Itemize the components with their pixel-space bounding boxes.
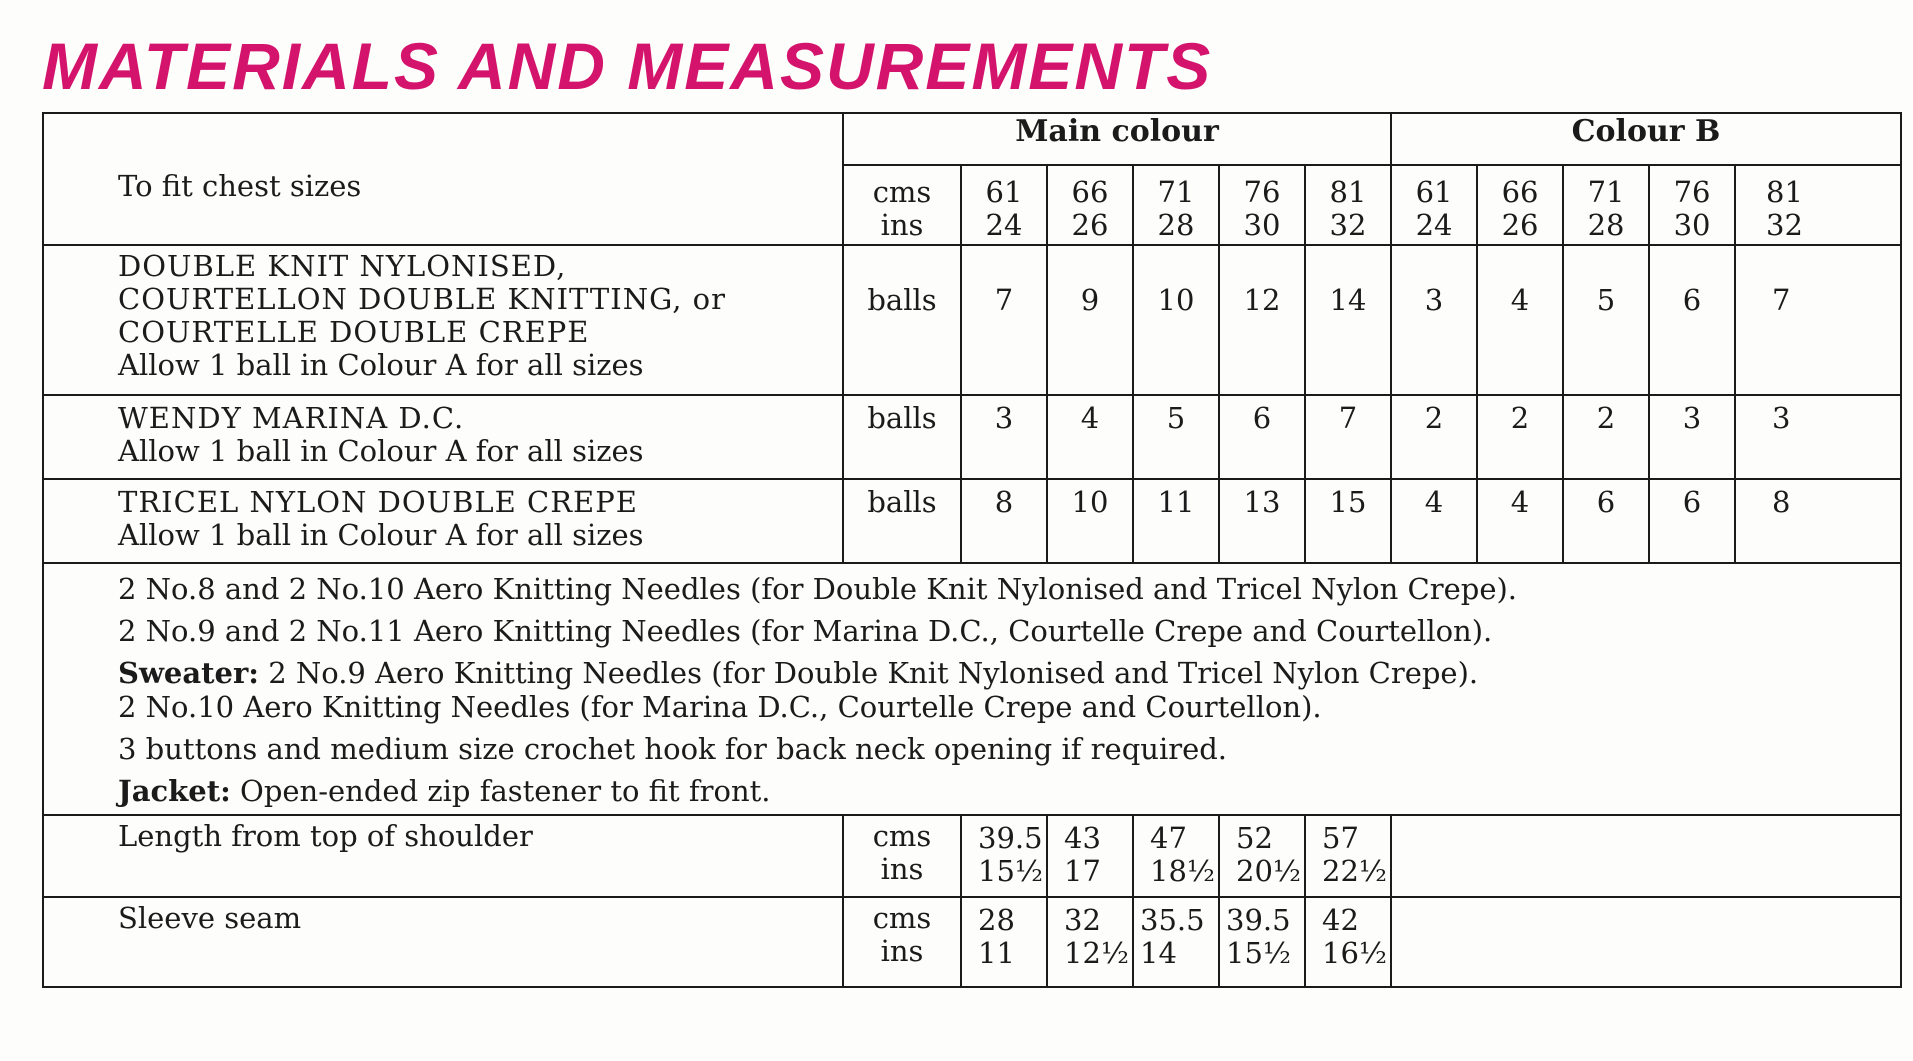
note-line: 2 No.8 and 2 No.10 Aero Knitting Needles (for Double Knit Nylonised and Tricel Nylon Crepe). (118, 572, 1518, 606)
balls-cell: 9 (1047, 245, 1133, 395)
note-line: Jacket: Open-ended zip fastener to fit front. (118, 774, 771, 808)
length-units: cms ins (843, 815, 961, 897)
note-line: 2 No.10 Aero Knitting Needles (for Marina D.C., Courtelle Crepe and Courtellon). (118, 690, 1322, 724)
length-cell: 52 20½ (1219, 815, 1305, 897)
yarn-row (43, 479, 1901, 563)
balls-cell: 4 (1477, 479, 1563, 563)
page-title: MATERIALS AND MEASUREMENTS (42, 29, 1213, 103)
balls-cell: 10 (1047, 479, 1133, 563)
length-cell: 47 18½ (1133, 815, 1219, 897)
balls-cell: 4 (1391, 479, 1477, 563)
materials-table (42, 112, 1902, 988)
needles-notes (43, 563, 1901, 815)
balls-cell: 6 (1563, 479, 1649, 563)
yarn-label: TRICEL NYLON DOUBLE CREPE Allow 1 ball in Colour A for all sizes (43, 479, 843, 563)
chest-size-cell: 66 26 (1047, 165, 1133, 245)
unit-cell: balls (843, 395, 961, 479)
sleeve-row (43, 897, 1901, 987)
balls-cell: 7 (961, 245, 1047, 395)
balls-cell: 13 (1219, 479, 1305, 563)
note-line: Sweater: 2 No.9 Aero Knitting Needles (for Double Knit Nylonised and Tricel Nylon Crepe). (118, 656, 1479, 690)
balls-cell: 7 (1735, 245, 1901, 395)
length-cell: 57 22½ (1305, 815, 1391, 897)
sleeve-cell: 39.5 15½ (1219, 897, 1305, 987)
unit-cell: balls (843, 479, 961, 563)
chest-label: To fit chest sizes (43, 113, 843, 245)
balls-cell: 3 (1735, 395, 1901, 479)
header-row (43, 113, 1901, 165)
sleeve-units: cms ins (843, 897, 961, 987)
needles-notes-row (43, 563, 1901, 815)
chest-size-cell: 76 30 (1649, 165, 1735, 245)
balls-cell: 11 (1133, 479, 1219, 563)
balls-cell: 8 (961, 479, 1047, 563)
length-label: Length from top of shoulder (43, 815, 843, 897)
balls-cell: 4 (1477, 245, 1563, 395)
length-row (43, 815, 1901, 897)
chest-size-cell: 81 32 (1735, 165, 1901, 245)
sleeve-cell: 28 11 (961, 897, 1047, 987)
length-cell: 43 17 (1047, 815, 1133, 897)
balls-cell: 5 (1133, 395, 1219, 479)
balls-cell: 14 (1305, 245, 1391, 395)
balls-cell: 2 (1563, 395, 1649, 479)
balls-cell: 3 (1649, 395, 1735, 479)
chest-size-cell: 61 24 (1391, 165, 1477, 245)
main-colour-header: Main colour (843, 113, 1391, 165)
balls-cell: 2 (1477, 395, 1563, 479)
unit-cell: balls (843, 245, 961, 395)
jacket-label: Jacket: (118, 774, 231, 808)
balls-cell: 10 (1133, 245, 1219, 395)
sleeve-cell: 35.5 14 (1133, 897, 1219, 987)
yarn-label: WENDY MARINA D.C. Allow 1 ball in Colour A for all sizes (43, 395, 843, 479)
colour-b-header: Colour B (1391, 113, 1901, 165)
empty-cell (1391, 815, 1901, 897)
chest-size-cell: 71 28 (1563, 165, 1649, 245)
balls-cell: 12 (1219, 245, 1305, 395)
chest-size-cell: 81 32 (1305, 165, 1391, 245)
balls-cell: 2 (1391, 395, 1477, 479)
balls-cell: 6 (1649, 479, 1735, 563)
chest-size-cell: 66 26 (1477, 165, 1563, 245)
note-line: 3 buttons and medium size crochet hook for back neck opening if required. (118, 732, 1228, 766)
note-line: 2 No.9 and 2 No.11 Aero Knitting Needles (for Marina D.C., Courtelle Crepe and Courtellon). (118, 614, 1493, 648)
balls-cell: 6 (1649, 245, 1735, 395)
balls-cell: 6 (1219, 395, 1305, 479)
balls-cell: 8 (1735, 479, 1901, 563)
sleeve-cell: 42 16½ (1305, 897, 1391, 987)
empty-cell (1391, 897, 1901, 987)
chest-size-cell: 61 24 (961, 165, 1047, 245)
yarn-row (43, 395, 1901, 479)
balls-cell: 7 (1305, 395, 1391, 479)
chest-units: cms ins (843, 165, 961, 245)
balls-cell: 4 (1047, 395, 1133, 479)
yarn-row (43, 245, 1901, 395)
balls-cell: 15 (1305, 479, 1391, 563)
yarn-label: DOUBLE KNIT NYLONISED, COURTELLON DOUBLE KNITTING, or COURTELLE DOUBLE CREPE Allow 1 ball in Colour A for all sizes (43, 245, 843, 395)
balls-cell: 3 (1391, 245, 1477, 395)
balls-cell: 5 (1563, 245, 1649, 395)
sleeve-cell: 32 12½ (1047, 897, 1133, 987)
chest-size-cell: 76 30 (1219, 165, 1305, 245)
chest-size-cell: 71 28 (1133, 165, 1219, 245)
length-cell: 39.5 15½ (961, 815, 1047, 897)
sweater-label: Sweater: (118, 656, 259, 690)
balls-cell: 3 (961, 395, 1047, 479)
sleeve-label: Sleeve seam (43, 897, 843, 987)
